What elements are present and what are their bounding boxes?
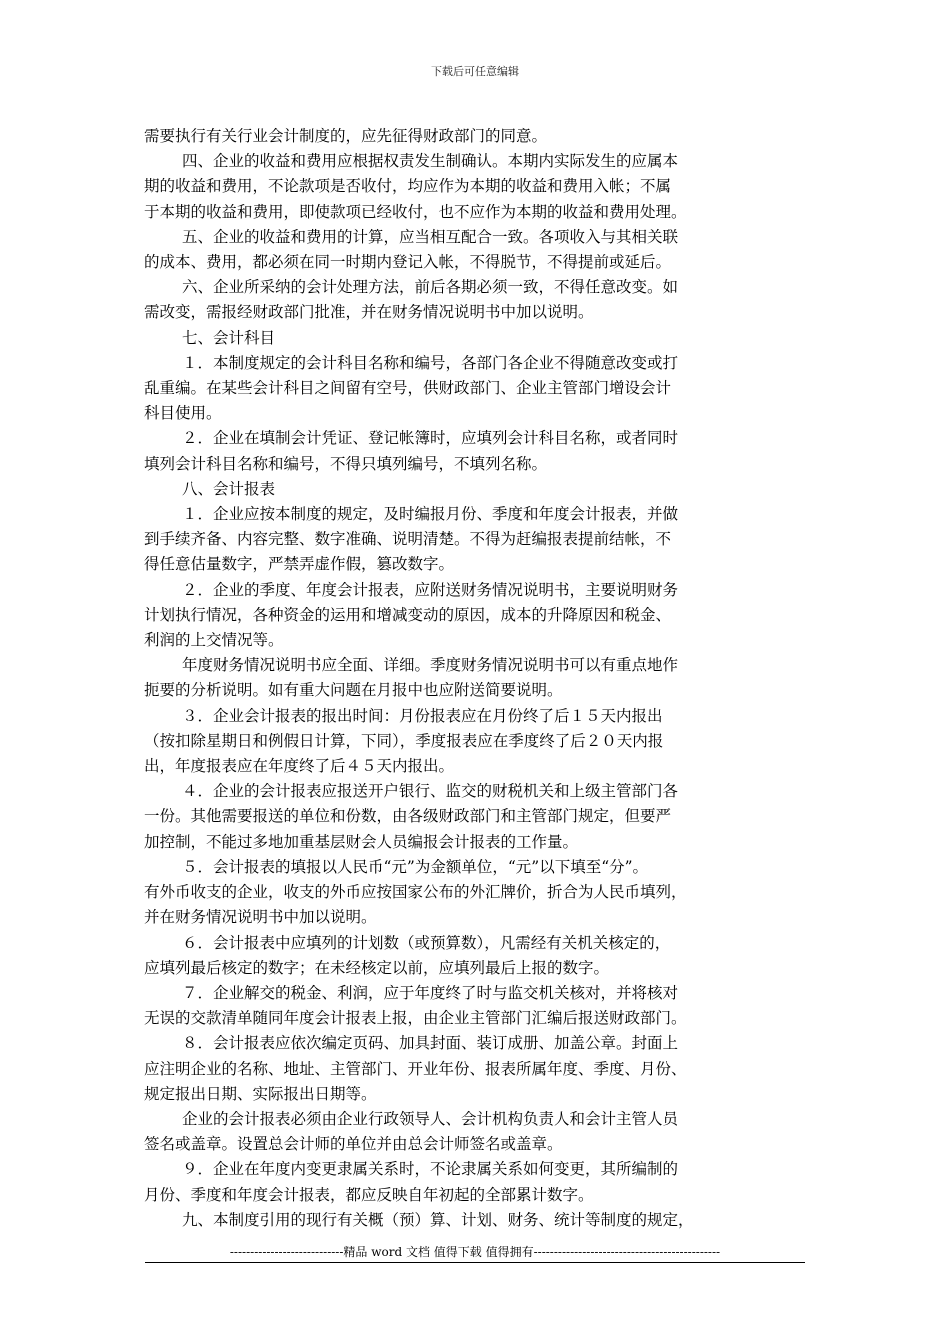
text-line: 无误的交款清单随同年度会计报表上报，由企业主管部门汇编后报送财政部门。 [144,1009,687,1028]
text-line: ５．会计报表的填报以人民币“元”为金额单位，“元”以下填至“分”。 [182,857,649,876]
text-line: 计划执行情况，各种资金的运用和增减变动的原因，成本的升降原因和税金、 [144,605,672,624]
text-line: ７．企业解交的税金、利润，应于年度终了时与监交机关核对，并将核对 [182,983,679,1002]
text-line: 应填列最后核定的数字；在未经核定以前，应填列最后上报的数字。 [144,958,610,977]
text-line: 出，年度报表应在年度终了后４５天内报出。 [144,757,455,776]
section-heading: 七、会计科目 [182,328,276,347]
text-line: ９．企业在年度内变更隶属关系时，不论隶属关系如何变更，其所编制的 [182,1160,679,1179]
text-line: 扼要的分析说明。如有重大问题在月报中也应附送简要说明。 [144,681,563,700]
page-footer: ----------------------------精品 word 文档 值得下载 值得拥有---------------------------------------------- [229,1245,721,1259]
text-line: 乱重编。在某些会计科目之间留有空号，供财政部门、企业主管部门增设会计 [144,379,672,398]
text-line: 一份。其他需要报送的单位和份数，由各级财政部门和主管部门规定，但要严 [144,807,672,826]
text-line: 填列会计科目名称和编号，不得只填列编号，不填列名称。 [144,454,548,473]
document-body [144,124,808,1233]
page-header: 下载后可任意编辑 [431,65,519,78]
text-line: 月份、季度和年度会计报表，都应反映自年初起的全部累计数字。 [144,1185,594,1204]
footer-rule [145,1262,805,1263]
text-line: 应注明企业的名称、地址、主管部门、开业年份、报表所属年度、季度、月份、 [144,1059,687,1078]
text-line: 年度财务情况说明书应全面、详细。季度财务情况说明书可以有重点地作 [182,656,679,675]
text-line: 需改变，需报经财政部门批准，并在财务情况说明书中加以说明。 [144,303,594,322]
text-line: 规定报出日期、实际报出日期等。 [144,1084,377,1103]
section-heading: 八、会计报表 [182,479,276,498]
text-line: 需要执行有关行业会计制度的，应先征得财政部门的同意。 [144,127,548,145]
text-line: 六、企业所采纳的会计处理方法，前后各期必须一致，不得任意改变。如 [182,278,679,297]
text-line: 企业的会计报表必须由企业行政领导人、会计机构负责人和会计主管人员 [182,1109,679,1128]
text-line: 的成本、费用，都必须在同一时期内登记入帐，不得脱节，不得提前或延后。 [144,253,672,272]
text-line: ８．会计报表应依次编定页码、加具封面、装订成册、加盖公章。封面上 [182,1034,679,1053]
text-line: 并在财务情况说明书中加以说明。 [144,908,377,927]
text-line: 科目使用。 [144,404,222,423]
text-line: ４．企业的会计报表应报送开户银行、监交的财税机关和上级主管部门各 [182,782,679,801]
text-line: 九、本制度引用的现行有关概（预）算、计划、财务、统计等制度的规定， [182,1210,694,1229]
text-line: 有外币收支的企业，收支的外币应按国家公布的外汇牌价，折合为人民币填列， [144,883,687,902]
text-line: 利润的上交情况等。 [144,631,284,650]
text-line: 五、企业的收益和费用的计算，应当相互配合一致。各项收入与其相关联 [182,227,679,246]
text-line: 到手续齐备、内容完整、数字准确、说明清楚。不得为赶编报表提前结帐，不 [144,530,672,549]
text-line: 四、企业的收益和费用应根据权责发生制确认。本期内实际发生的应属本 [182,152,679,171]
text-line: 于本期的收益和费用，即使款项已经收付，也不应作为本期的收益和费用处理。 [144,202,687,221]
text-line: ２．企业的季度、年度会计报表，应附送财务情况说明书，主要说明财务 [182,580,679,599]
text-line: 得任意估量数字，严禁弄虚作假，篡改数字。 [144,555,455,574]
text-line: 加控制，不能过多地加重基层财会人员编报会计报表的工作量。 [144,832,579,851]
text-line: ３．企业会计报表的报出时间：月份报表应在月份终了后１５天内报出 [182,706,663,725]
text-line: 签名或盖章。设置总会计师的单位并由总会计师签名或盖章。 [144,1135,563,1154]
text-line: ６．会计报表中应填列的计划数（或预算数），凡需经有关机关核定的， [182,933,671,952]
text-line: １．企业应按本制度的规定，及时编报月份、季度和年度会计报表，并做 [182,505,679,524]
text-line: ２．企业在填制会计凭证、登记帐簿时，应填列会计科目名称，或者同时 [182,429,679,448]
text-line: （按扣除星期日和例假日计算，下同），季度报表应在季度终了后２０天内报 [144,731,664,750]
text-line: １．本制度规定的会计科目名称和编号，各部门各企业不得随意改变或打 [182,353,679,372]
text-line: 期的收益和费用，不论款项是否收付，均应作为本期的收益和费用入帐；不属 [144,177,672,196]
